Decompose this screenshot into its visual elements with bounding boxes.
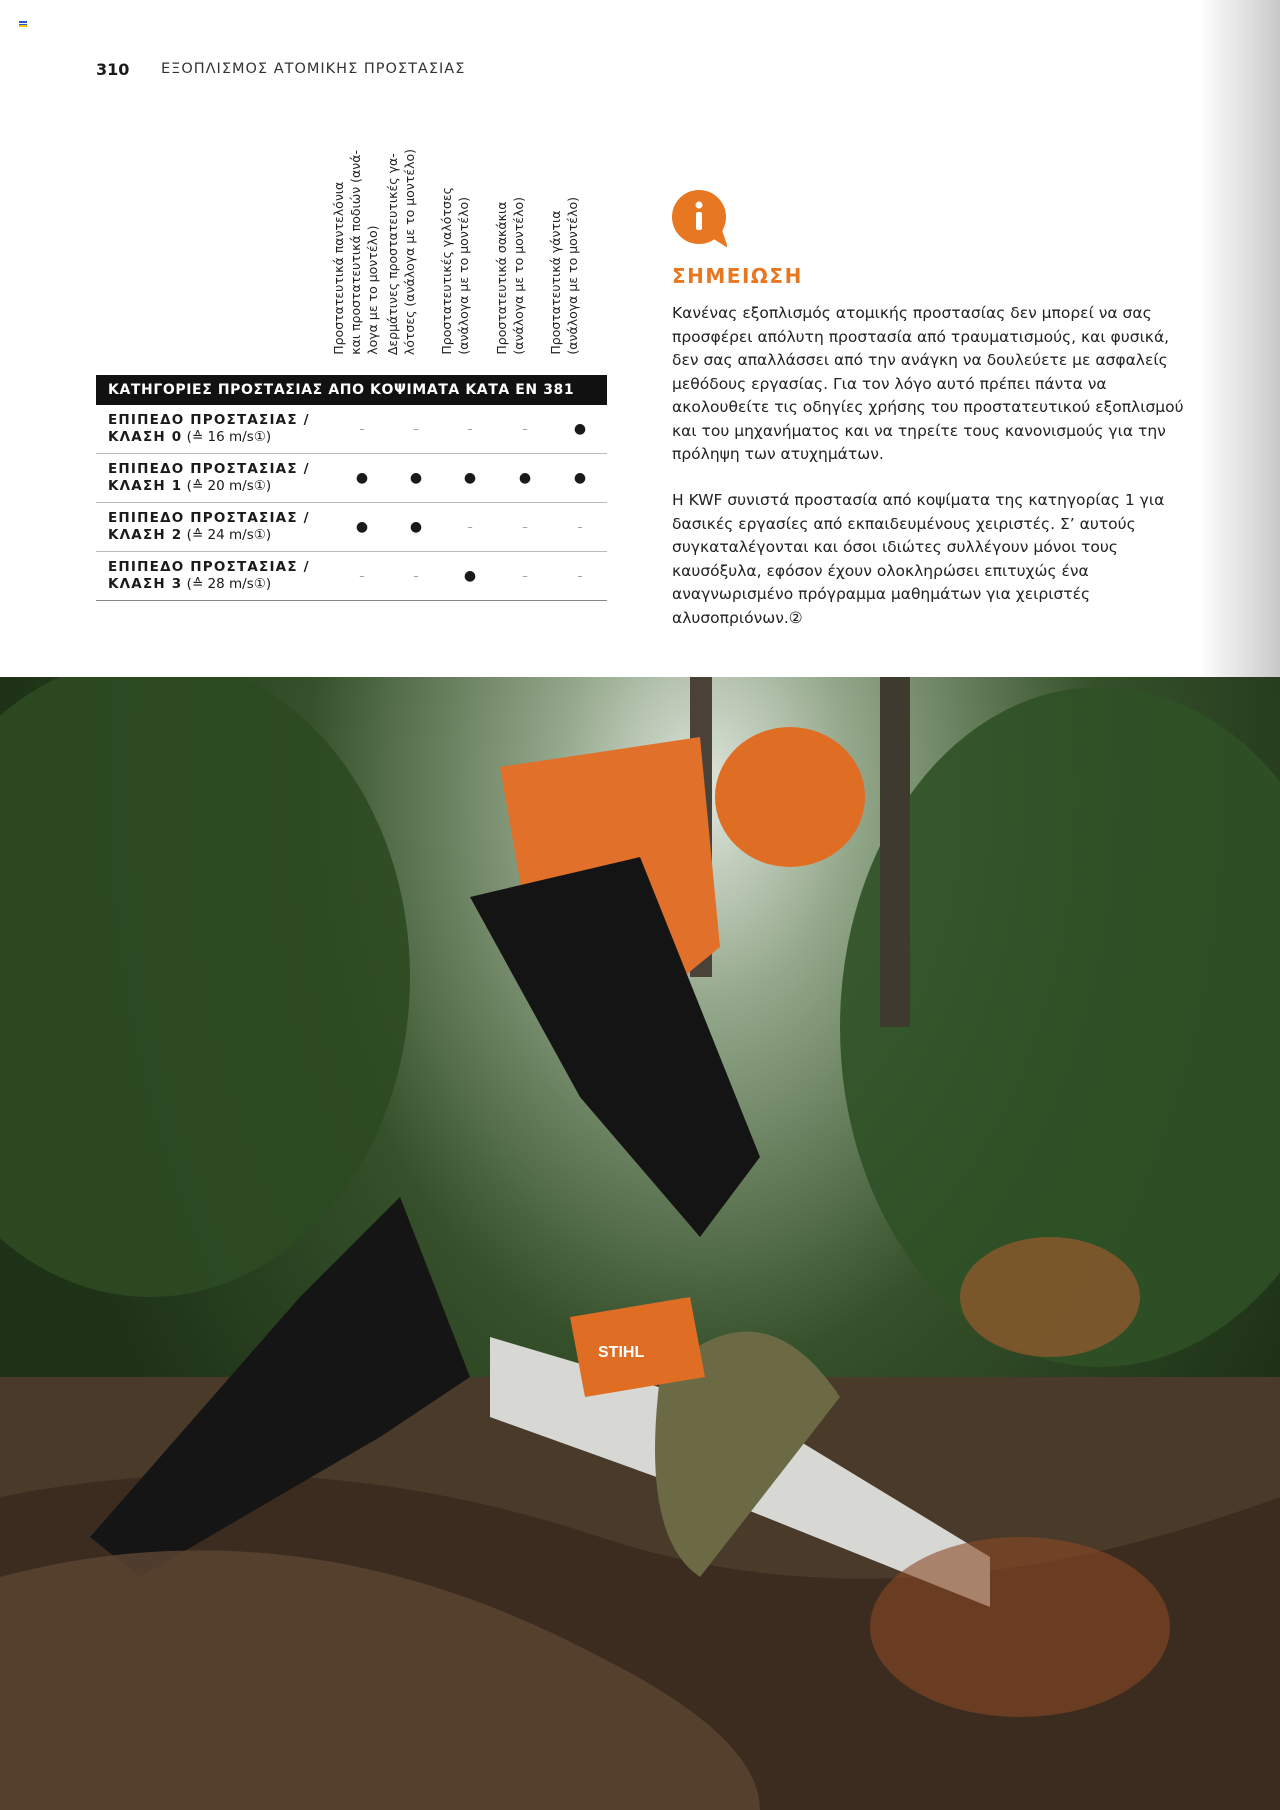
table-cell: – bbox=[413, 422, 419, 436]
table-cell: – bbox=[359, 569, 365, 583]
note-paragraph: Η KWF συνιστά προστασία από κοψίματα της κατηγορίας 1 για δασικές εργασίες από εκπαιδευμένους χειριστές. Σ’ αυτούς συγκαταλέγονται και όσοι ιδιώτες συλλέγουν μόνοι τους καυσόξυλα, εφόσον έχουν ολοκληρώσει επιτυχώς ένα αναγνωρισμένο πρόγραμμα μαθημάτων για χειριστές αλυσοπριόνων.② bbox=[672, 491, 1165, 627]
chainsaw-brand-logo: STIHL bbox=[598, 1344, 645, 1361]
table-cell: – bbox=[577, 569, 583, 583]
info-icon bbox=[672, 190, 727, 248]
table-row bbox=[96, 454, 607, 503]
column-header: Δερμάτινες προστατευτικές γα- λότσες (ανάλογα με το μοντέλο) bbox=[385, 148, 417, 355]
table-cell: ● bbox=[518, 470, 532, 486]
chain-speed: (≙ 20 m/s①) bbox=[186, 478, 272, 494]
table-row bbox=[96, 552, 607, 601]
table-cell: ● bbox=[573, 421, 587, 437]
protection-class: ΚΛΑΣΗ 3 bbox=[108, 576, 183, 592]
protection-class: ΚΛΑΣΗ 1 bbox=[108, 478, 183, 494]
row-label bbox=[96, 412, 336, 446]
note-title: ΣΗΜΕΙΩΣΗ bbox=[672, 264, 803, 288]
table-cell: ● bbox=[573, 470, 587, 486]
table-cell: ● bbox=[409, 519, 423, 535]
chain-speed: (≙ 16 m/s①) bbox=[186, 429, 272, 445]
protection-level: ΕΠΙΠΕΔΟ ΠΡΟΣΤΑΣΙΑΣ / bbox=[108, 510, 310, 526]
protection-class: ΚΛΑΣΗ 2 bbox=[108, 527, 183, 543]
table-title: ΚΑΤΗΓΟΡΙΕΣ ΠΡΟΣΤΑΣΙΑΣ ΑΠΟ ΚΟΨΙΜΑΤΑ ΚΑΤΑ ΕΝ 381 bbox=[96, 375, 607, 405]
page-title: ΕΞΟΠΛΙΣΜΟΣ ΑΤΟΜΙΚΗΣ ΠΡΟΣΤΑΣΙΑΣ bbox=[161, 61, 466, 77]
protection-level: ΕΠΙΠΕΔΟ ΠΡΟΣΤΑΣΙΑΣ / bbox=[108, 559, 310, 575]
table-cell: – bbox=[359, 422, 365, 436]
table-cell: – bbox=[522, 569, 528, 583]
chain-speed: (≙ 24 m/s①) bbox=[186, 527, 272, 543]
table-cell: ● bbox=[463, 470, 477, 486]
protection-level: ΕΠΙΠΕΔΟ ΠΡΟΣΤΑΣΙΑΣ / bbox=[108, 461, 310, 477]
column-header: Προστατευτικές γαλότσες (ανάλογα με το μοντέλο) bbox=[439, 187, 471, 355]
table-cell: – bbox=[522, 520, 528, 534]
protection-table bbox=[96, 375, 607, 601]
table-cell: – bbox=[577, 520, 583, 534]
flag-icon bbox=[19, 21, 27, 27]
page-edge-shadow bbox=[1200, 0, 1280, 677]
note-paragraph: Κανένας εξοπλισμός ατομικής προστασίας δεν μπορεί να σας προσφέρει απόλυτη προστασία από τραυματισμούς, και φυσικά, δεν σας απαλλάσσει από την ανάγκη να δουλεύετε με ασφαλείς μεθόδους εργασίας. Για τον λόγο αυτό πρέπει πάντα να ακολουθείτε τις οδηγίες χρήσης του προστατευτικού εξοπλισμού και του μηχανήματος και να τηρείτε τους κανονισμούς για την πρόληψη των ατυχημάτων. bbox=[672, 304, 1184, 463]
table-cell: ● bbox=[355, 470, 369, 486]
protection-class: ΚΛΑΣΗ 0 bbox=[108, 429, 183, 445]
table-cell: ● bbox=[355, 519, 369, 535]
table-cell: – bbox=[467, 422, 473, 436]
table-cell: ● bbox=[463, 568, 477, 584]
chain-speed: (≙ 28 m/s①) bbox=[186, 576, 272, 592]
table-cell: ● bbox=[409, 470, 423, 486]
table-row bbox=[96, 503, 607, 552]
table-cell: – bbox=[413, 569, 419, 583]
table-row bbox=[96, 405, 607, 454]
column-header: Προστατευτικά γάντια (ανάλογα με το μοντέλο) bbox=[548, 197, 580, 355]
row-label bbox=[96, 461, 336, 495]
column-header: Προστατευτικά σακάκια (ανάλογα με το μοντέλο) bbox=[494, 197, 526, 355]
protection-level: ΕΠΙΠΕΔΟ ΠΡΟΣΤΑΣΙΑΣ / bbox=[108, 412, 310, 428]
row-label bbox=[96, 559, 336, 593]
table-cell: – bbox=[522, 422, 528, 436]
row-label bbox=[96, 510, 336, 544]
table-cell: – bbox=[467, 520, 473, 534]
column-header: Προστατευτικά παντελόνια και προστατευτικά ποδιών (ανά- λογα με το μοντέλο) bbox=[331, 150, 380, 355]
forest-chainsaw-photo bbox=[0, 677, 1280, 1810]
page-number: 310 bbox=[96, 60, 130, 79]
